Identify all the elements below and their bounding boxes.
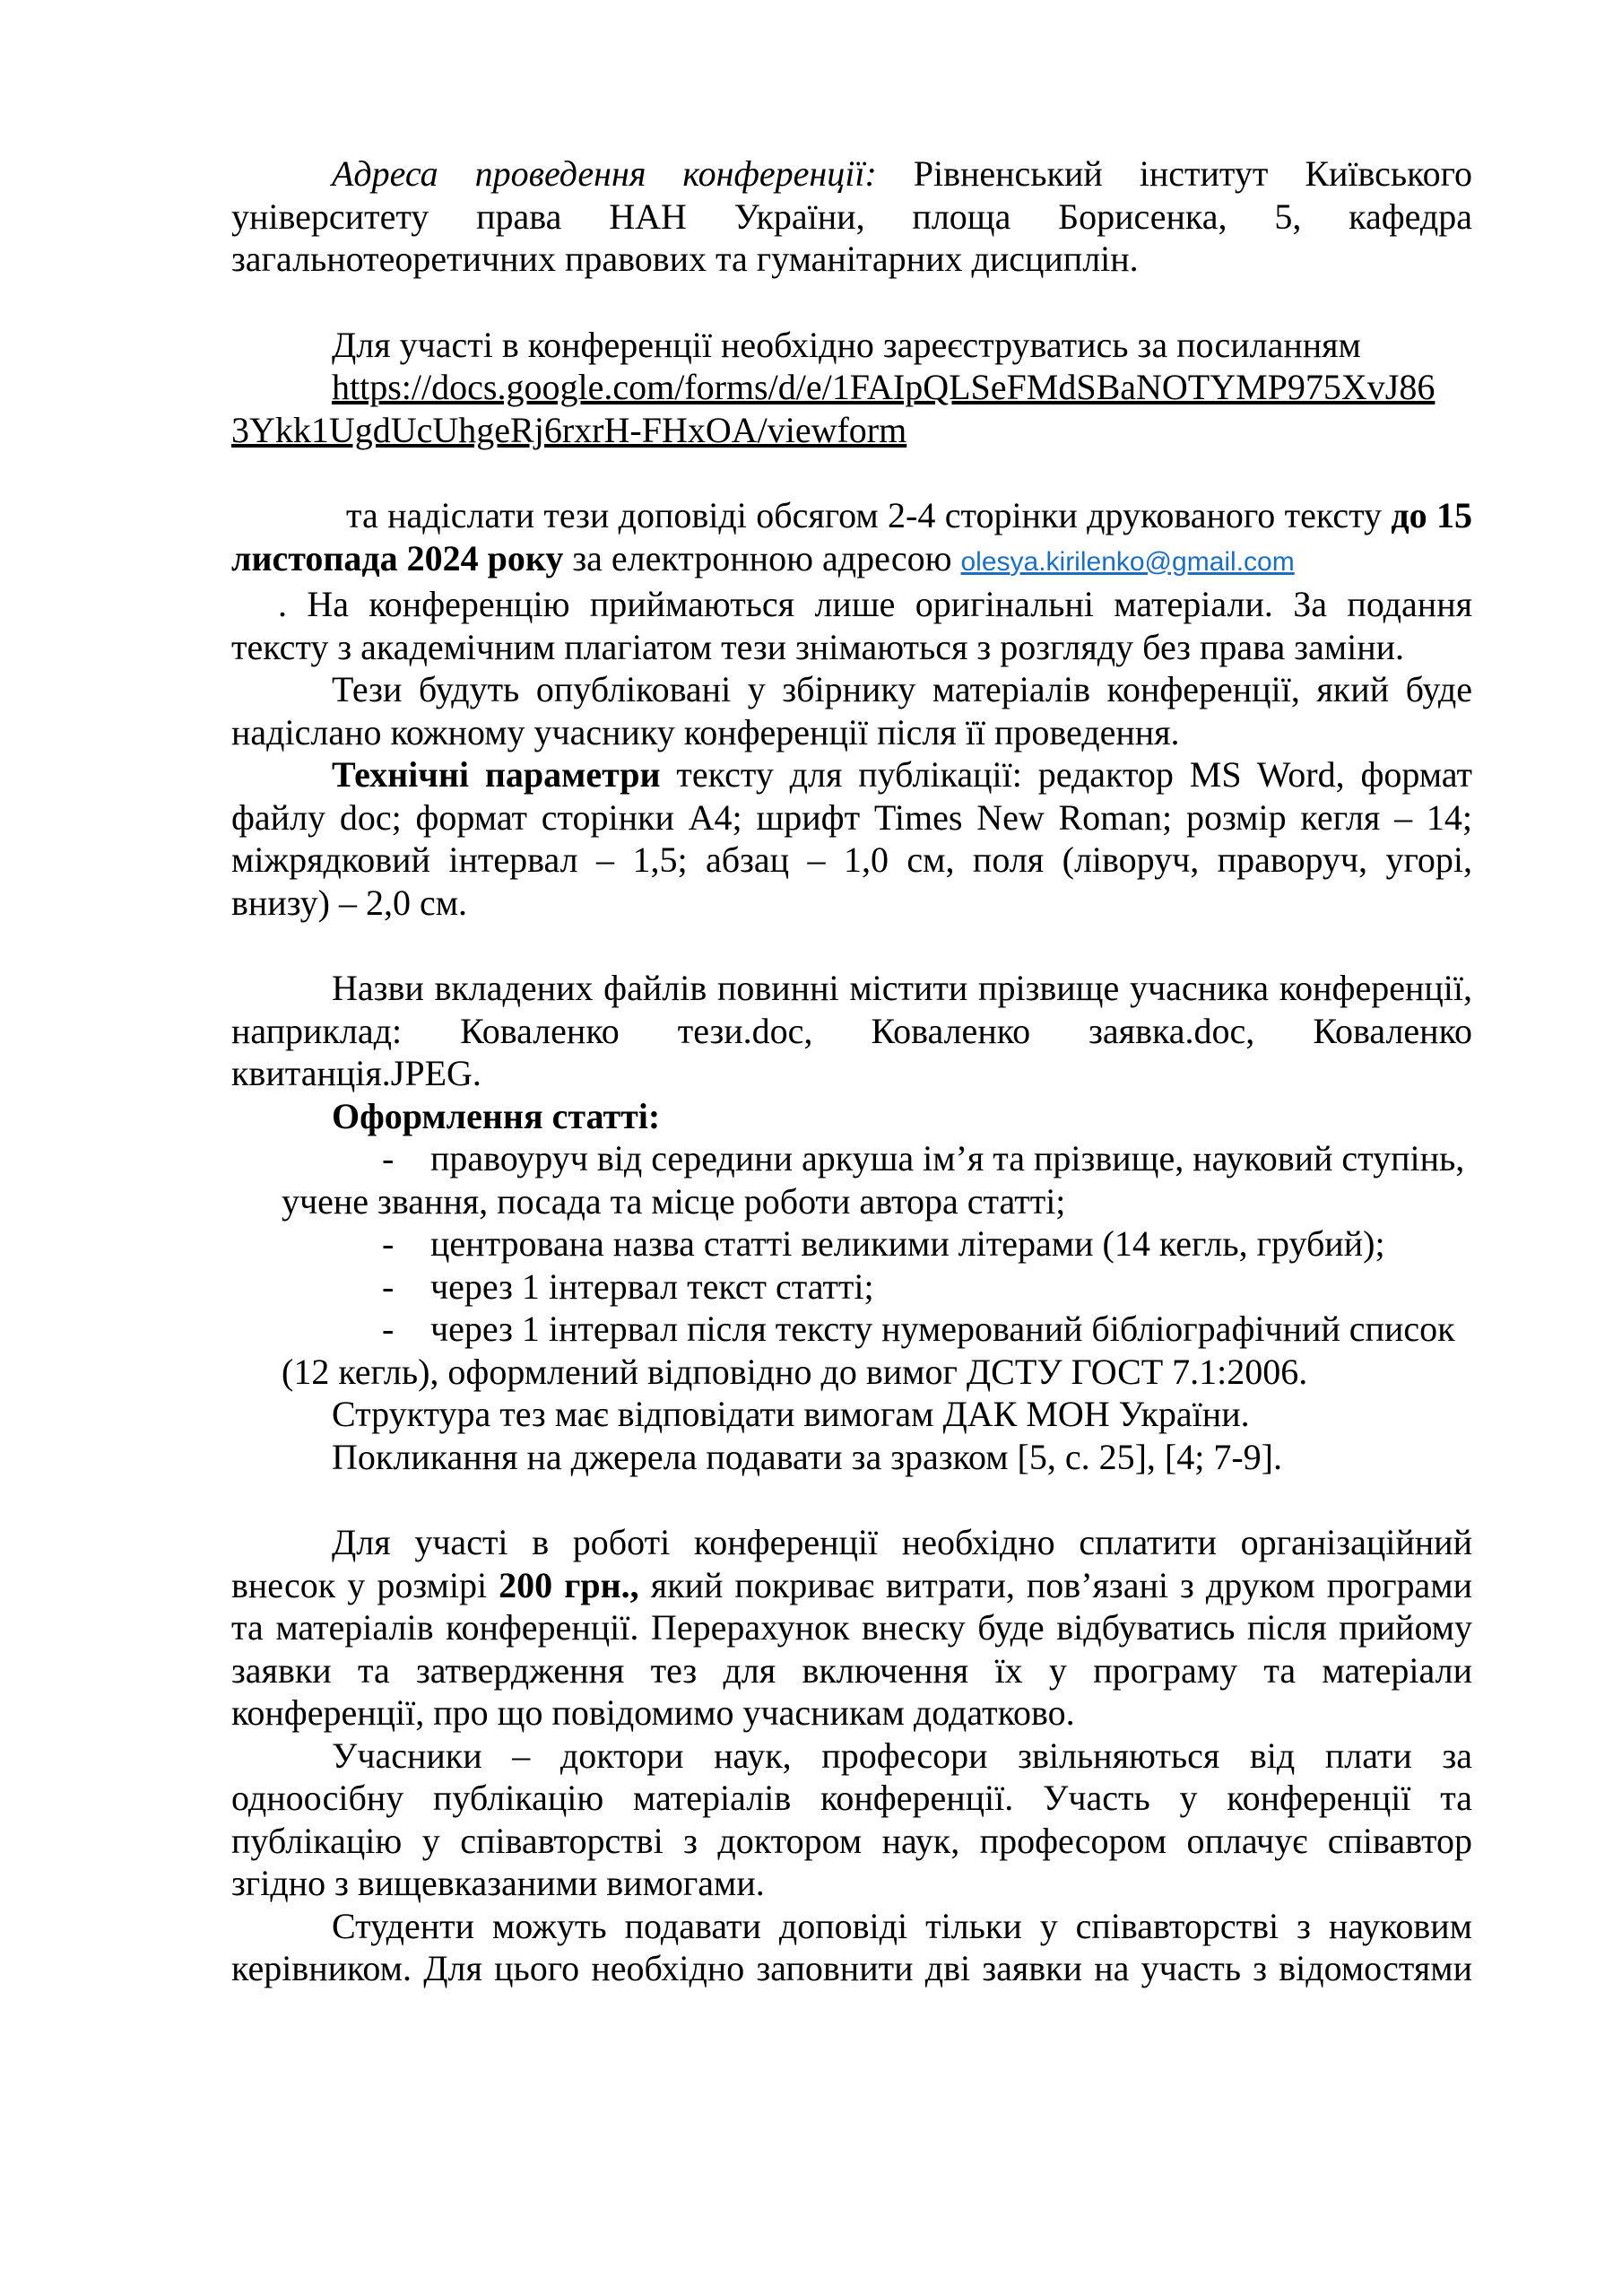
- submission-text-after: за електронною адресою: [563, 537, 952, 578]
- registration-url-part2: 3Ykk1UgdUcUhgeRj6rxrH-FHxOA/viewform: [231, 409, 907, 450]
- fee-paragraph: [231, 1521, 1472, 1735]
- formatting-heading-text: Оформлення статті:: [332, 1095, 661, 1136]
- dash-bullet: -: [382, 1223, 395, 1264]
- citations-note: Покликання на джерела подавати за зразком [5, с. 25], [4; 7-9].: [332, 1436, 1282, 1477]
- formatting-item-text: через 1 інтервал текст статті;: [430, 1265, 874, 1307]
- filenames-paragraph: Назви вкладених файлів повинні містити прізвище учасника конференції, наприклад: Коваленко тези.doc, Коваленко заявка.doc, Коваленко квитанція.JPEG.: [231, 968, 1472, 1093]
- publication-paragraph: Тези будуть опубліковані у збірнику матеріалів конференції, який буде надіслано кожному учаснику конференції після її проведення.: [231, 669, 1472, 752]
- address-text: Рівненський інститут Київського університету права НАН України, площа Борисенка, 5, кафедра загальнотеоретичних правових та гуманітарних дисциплін.: [231, 153, 1472, 279]
- submission-paragraph: [231, 494, 1472, 583]
- submission-text: та надіслати тези доповіді обсягом 2-4 сторінки друкованого тексту: [346, 495, 1392, 535]
- dash-bullet: -: [382, 1309, 395, 1349]
- registration-link-paragraph: [231, 366, 1472, 409]
- fee-text: Для участі в роботі конференції необхідно сплатити організаційний внесок у розмірі: [231, 1522, 1472, 1605]
- exemption-paragraph: Учасники – доктори наук, професори звільняються від плати за одноосібну публікацію матеріалів конференції. Участь у конференції та публікацію у співавторстві з доктором наук, професором оплачує співавтор згідно з вищевказаними вимогами.: [231, 1735, 1472, 1903]
- registration-form-link[interactable]: [332, 367, 1435, 407]
- formatting-item-text: через 1 інтервал після тексту нумерований бібліографічний список (12 кегль), оформлений відповідно до вимог ДСТУ ГОСТ 7.1:2006.: [282, 1309, 1455, 1392]
- technical-label: Технічні параметри: [332, 754, 661, 795]
- address-paragraph: [231, 152, 1472, 281]
- submission-deadline: до 15 листопада 2024 року: [231, 495, 1472, 578]
- formatting-item-text: правоуруч від середини аркуша ім’я та прізвище, науковий ступінь, учене звання, посада та місце роботи автора статті;: [282, 1138, 1465, 1222]
- technical-text: тексту для публікації: редактор MS Word, формат файлу doc; формат сторінки А4; шрифт Times New Roman; розмір кегля – 14; міжрядковий інтервал – 1,5; абзац – 1,0 см, поля (ліворуч, праворуч, угорі, внизу) – 2,0 см.: [231, 754, 1472, 923]
- formatting-item: [231, 1222, 1472, 1265]
- fee-text-after: який покриває витрати, пов’язані з друком програми та матеріалів конференції. Перерахунок внеску буде відбуватись після прийому заявки та затвердження тез для включення їх у програму та матеріали конференції, про що повідомимо учасникам додатково.: [231, 1564, 1472, 1733]
- document-page: [231, 152, 1472, 1990]
- submission-continuation: . На конференцію приймаються лише оригінальні матеріали. За подання тексту з академічним плагіатом тези знімаються з розгляду без права заміни.: [231, 584, 1472, 667]
- address-label: Адреса проведення конференції:: [332, 153, 877, 194]
- formatting-heading: [231, 1095, 1472, 1138]
- dash-bullet: -: [382, 1138, 395, 1178]
- registration-intro: Для участі в конференції необхідно зареєструватись за посиланням: [332, 324, 1361, 365]
- formatting-item: [231, 1308, 1472, 1393]
- registration-link-paragraph-2: [231, 409, 1472, 452]
- registration-form-link-cont[interactable]: [231, 410, 906, 450]
- contact-email-link[interactable]: olesya.kirilenko@gmail.com: [960, 546, 1295, 577]
- fee-amount: 200 грн.,: [499, 1564, 639, 1605]
- formatting-item-text: центрована назва статті великими літерами (14 кегль, грубий);: [430, 1223, 1385, 1264]
- structure-note: Структура тез має відповідати вимогам ДАК МОН України.: [332, 1394, 1250, 1434]
- dash-bullet: -: [382, 1265, 395, 1307]
- formatting-item: [231, 1137, 1472, 1222]
- registration-url-part1: https://docs.google.com/forms/d/e/1FAIpQLSeFMdSBaNOTYMP975XvJ86: [332, 367, 1436, 407]
- technical-paragraph: [231, 753, 1472, 924]
- students-paragraph: Студенти можуть подавати доповіді тільки у співавторстві з науковим керівником. Для цього необхідно заповнити дві заявки на участь з відомостями: [231, 1905, 1472, 1988]
- formatting-item: [231, 1265, 1472, 1309]
